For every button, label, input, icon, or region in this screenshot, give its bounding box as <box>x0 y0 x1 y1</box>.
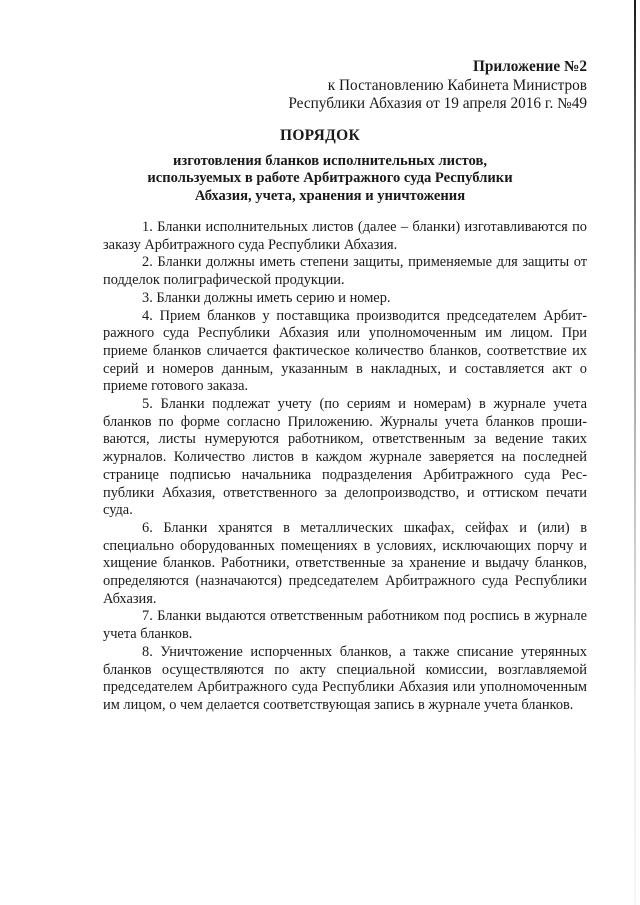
document-title: ПОРЯДОК <box>279 127 361 144</box>
paragraph-7: 7. Бланки выдаются ответственным работником под роспись в журнале учета бланков. <box>103 608 587 643</box>
appendix-number: Приложение №2 <box>472 58 587 75</box>
appendix-reference-line-2: Республики Абхазия от 19 апреля 2016 г. №49 <box>288 95 587 112</box>
paragraph-5: 5. Бланки подлежат учету (по сериям и номерам) в журнале учета бланков по форме согласно Приложению. Журналы учета бланков прошиваются, листы нумеруются работником, ответственным за ведение таких журналов. Количество листов в каждом журнале заверяется на последней странице подписью начальника подразделения Арбитражного суда Республики Абхазия, ответственного за делопроизводство, и оттиском печати суда. <box>103 396 587 519</box>
paragraph-8: 8. Уничтожение испорченных бланков, а также списание утерянных бланков осуществляются по акту специальной комиссии, возглавляемой председателем Арбитражного суда Республики Абхазия или уполномоченным им лицом, о чем делается соответствующая запись в журнале учета бланков. <box>103 643 587 713</box>
appendix-reference-line-1: к Постановлению Кабинета Министров <box>327 76 587 94</box>
subtitle-line-1: изготовления бланков исполнительных листов, <box>173 153 487 169</box>
paragraph-4: 4. Прием бланков у поставщика производится председателем Арбитражного суда Республики Абхазия или уполномоченным им лицом. При приеме бланков сличается фактическое количество бланков, соответствие их серий и номеров данным, указанным в накладных, и составляется акт о приеме готового заказа. <box>103 307 587 395</box>
document-subtitle <box>120 153 540 205</box>
paragraph-6: 6. Бланки хранятся в металлических шкафах, сейфах и (или) в специально оборудованных помещениях в условиях, исключающих порчу и хищение бланков. Работники, ответственные за хранение и выдачу бланков, определяются (назначаются) председателем Арбитражного суда Республики Абхазия. <box>103 519 587 607</box>
paragraph-2: 2. Бланки должны иметь степени защиты, применяемые для защиты от подделок полиграфической продукции. <box>103 254 587 289</box>
subtitle-line-2: используемых в работе Арбитражного суда Республики <box>147 170 513 187</box>
document-body <box>103 219 587 715</box>
subtitle-line-3: Абхазия, учета, хранения и уничтожения <box>194 187 466 204</box>
appendix-header <box>288 58 587 114</box>
paragraph-3: 3. Бланки должны иметь серию и номер. <box>142 289 391 306</box>
paragraph-1: 1. Бланки исполнительных листов (далее – бланки) изготавливаются по заказу Арбитражного суда Республики Абхазия. <box>103 219 587 253</box>
